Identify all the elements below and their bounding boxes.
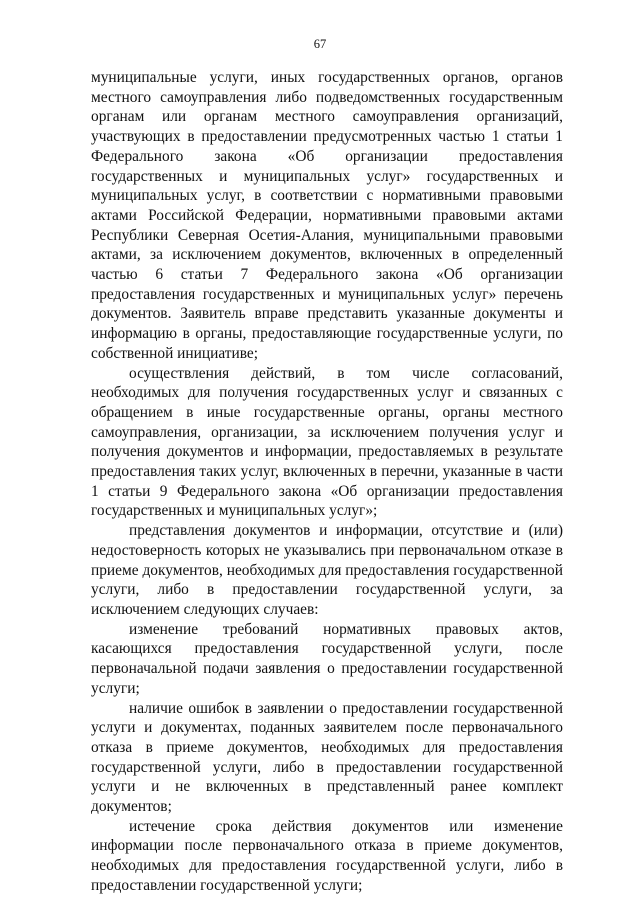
paragraph: осуществления действий, в том числе согласований, необходимых для получения государственных услуг и связанных с обращением в иные государственные органы, органы местного самоуправления, организации, за исключением получения услуг и получения документов и информации, предоставляемых в результате предоставления таких услуг, включенных в перечни, указанные в части 1 статьи 9 Федерального закона «Об организации предоставления государственных и муниципальных услуг»; <box>91 364 563 520</box>
paragraph: истечение срока действия документов или изменение информации после первоначального отказа в приеме документов, необходимых для предоставления государственной услуги, либо в предоставлении государственной услуги; <box>91 817 563 894</box>
paragraph: муниципальные услуги, иных государственных органов, органов местного самоуправления либо подведомственных государственным органам или органам местного самоуправления организаций, участвующих в предоставлении предусмотренных частью 1 статьи 1 Федерального закона «Об организации предоставления государственных и муниципальных услуг» государственных и муниципальных услуг, в соответствии с нормативными правовыми актами Российской Федерации, нормативными правовыми актами Республики Северная Осетия-Алания, муниципальными правовыми актами, за исключением документов, включенных в определенный частью 6 статьи 7 Федерального закона «Об организации предоставления государственных и муниципальных услуг» перечень документов. Заявитель вправе представить указанные документы и информацию в органы, предоставляющие государственные услуги, по собственной инициативе; <box>91 69 563 362</box>
paragraph: представления документов и информации, отсутствие и (или) недостоверность которых не указывались при первоначальном отказе в приеме документов, необходимых для предоставления государственной услуги, либо в предоставлении государственной услуги, за исключением следующих случаев: <box>91 522 563 618</box>
paragraph: наличие ошибок в заявлении о предоставлении государственной услуги и документах, поданных заявителем после первоначального отказа в приеме документов, необходимых для предоставления государственной услуги, либо в предоставлении государственной услуги и не включенных в представленный ранее комплект документов; <box>91 699 563 816</box>
paragraph: изменение требований нормативных правовых актов, касающихся предоставления государственной услуги, после первоначальной подачи заявления о предоставлении государственной услуги; <box>91 620 563 697</box>
page-number: 67 <box>313 37 327 51</box>
body-text <box>91 68 563 896</box>
